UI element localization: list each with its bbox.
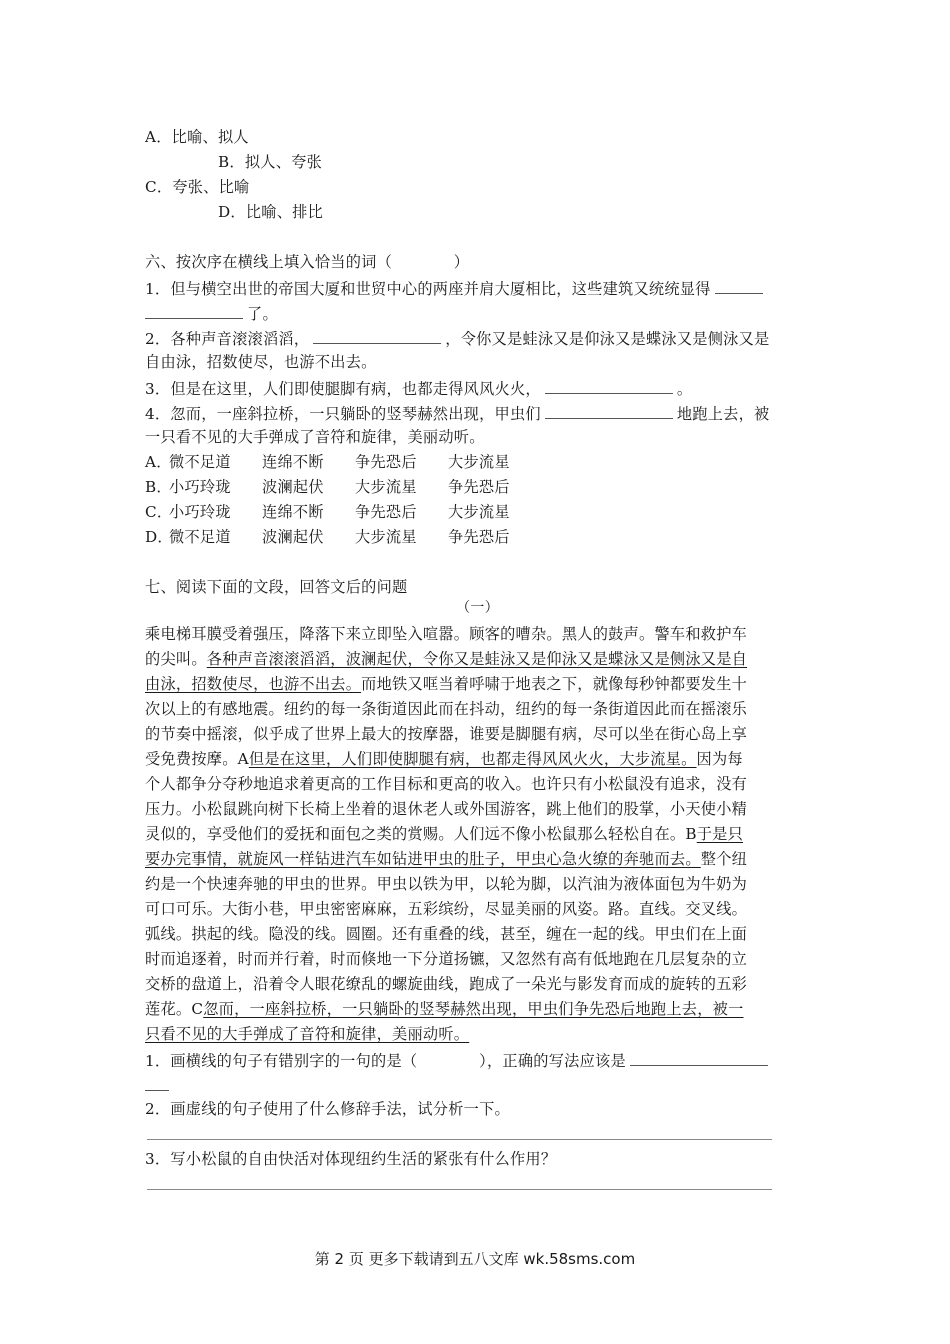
- answer-line: [147, 1139, 772, 1140]
- section6-q2: [145, 325, 810, 350]
- option-word: 小巧玲珑: [169, 478, 231, 496]
- section6-q4-text2: 地跑上去，被: [676, 405, 770, 423]
- q5-option-d: D．比喻、排比: [218, 203, 324, 221]
- section6-q1-end: 了。: [247, 305, 278, 323]
- fill-blank: [545, 375, 673, 394]
- section6-q1-cont: [145, 300, 810, 325]
- section6-q3-text: 3．但是在这里，人们即使腿脚有病，也都走得风风火火，: [145, 380, 541, 398]
- passage-line: 次以上的有感地震。纽约的每一条街道因此而在抖动，纽约的每一条街道因此而在摇滚乐: [145, 700, 748, 718]
- option-label: C．: [145, 503, 173, 521]
- passage-line: 的节奏中摇滚，似乎成了世界上最大的按摩器，谁要是脚腿有病，尽可以坐在街心岛上享: [145, 725, 748, 743]
- q5-option-a: A．比喻、拟人: [145, 128, 249, 146]
- passage-line: 约是一个快速奔驰的甲虫的世界。甲虫以铁为甲，以轮为脚，以汽油为液体面包为牛奶为: [145, 875, 748, 893]
- fill-blank: [545, 400, 673, 419]
- option-word: 争先恐后: [448, 478, 510, 496]
- option-word: 争先恐后: [355, 503, 417, 521]
- answer-blank: [145, 1072, 169, 1091]
- underlined-sentence: 由泳，招数使尽，也游不出去。: [145, 675, 362, 693]
- section6-q2-text2: ，令你又是蛙泳又是仰泳又是蝶泳又是侧泳又是: [445, 330, 770, 348]
- passage-line: [145, 747, 810, 772]
- section6-q2-cont: 自由泳，招数使尽，也游不出去。: [145, 353, 377, 371]
- section6-q4-cont: 一只看不见的大手弹成了音符和旋律，美丽动听。: [145, 428, 485, 446]
- section6-q1: [145, 275, 810, 300]
- page-footer: 第 2 页 更多下载请到五八文库 wk.58sms.com: [314, 1250, 636, 1268]
- passage-line: [145, 822, 810, 847]
- section7-subtitle: （一）: [456, 600, 499, 616]
- option-word: 连绵不断: [262, 503, 324, 521]
- section6-option-row: [145, 500, 810, 525]
- section7-q1-text: 1．画横线的句子有错别字的一句的是（ ），正确的写法应该是: [145, 1052, 626, 1070]
- fill-blank: [313, 325, 441, 344]
- option-word: 大步流星: [355, 478, 417, 496]
- underlined-sentence: 各种声音滚滚滔滔，波澜起伏，令你又是蛙泳又是仰泳又是蝶泳又是侧泳又是自: [206, 650, 748, 668]
- section7-q1-cont: [145, 1072, 810, 1097]
- passage-text: 的尖叫。: [145, 650, 207, 668]
- section6-q1-text: 1．但与横空出世的帝国大厦和世贸中心的两座并肩大厦相比，这些建筑又统统显得: [145, 280, 711, 298]
- section6-q2-text: 2．各种声音滚滚滔滔，: [145, 330, 310, 348]
- passage-line: 交桥的盘道上，沿着令人眼花缭乱的螺旋曲线，跑成了一朵光与影发育而成的旋转的五彩: [145, 975, 748, 993]
- section6-option-row: [145, 450, 810, 475]
- passage-line: [145, 672, 810, 697]
- passage-line: [145, 1022, 810, 1047]
- passage-line: 弧线。拱起的线。隐没的线。圆圈。还有重叠的线，甚至，缠在一起的线。甲虫们在上面: [145, 925, 748, 943]
- section6-q4: [145, 400, 810, 425]
- passage-text: 受免费按摩。A: [145, 750, 249, 768]
- passage-text: 整个纽: [700, 850, 748, 868]
- passage-text: 而地铁又哐当着呼啸于地表之下，就像每秒钟都要发生十: [361, 675, 748, 693]
- fill-blank: [145, 300, 243, 319]
- option-word: 争先恐后: [355, 453, 417, 471]
- section6-q3: [145, 375, 810, 400]
- passage-line: 时而追逐着，时而并行着，时而倏地一下分道扬镳，又忽然有高有低地跑在几层复杂的立: [145, 950, 748, 968]
- section7-q3: 3．写小松鼠的自由快活对体现纽约生活的紧张有什么作用？: [145, 1150, 557, 1168]
- section6-title: 六、按次序在横线上填入恰当的词（ ）: [145, 253, 470, 271]
- underlined-sentence: 于是只: [696, 825, 744, 843]
- underlined-sentence: 要办完事情，就旋风一样钻进汽车如钻进甲虫的肚子，甲虫心急火缭的奔驰而去。: [145, 850, 701, 868]
- passage-text: 灵似的，享受他们的爱抚和面包之类的赏赐。人们远不像小松鼠那么轻松自在。B: [145, 825, 697, 843]
- option-word: 争先恐后: [448, 528, 510, 546]
- section7-q1: [145, 1047, 810, 1072]
- section7-q2: 2．画虚线的句子使用了什么修辞手法，试分析一下。: [145, 1100, 510, 1118]
- option-label: D．: [145, 528, 173, 546]
- section6-q3-end: 。: [676, 380, 693, 398]
- answer-blank: [630, 1047, 768, 1066]
- passage-line: [145, 847, 810, 872]
- underlined-sentence: 忽而，一座斜拉桥，一只躺卧的竖琴赫然出现，甲虫们争先恐后地跑上去，被一: [203, 1000, 744, 1018]
- section6-q4-text: 4．忽而，一座斜拉桥，一只躺卧的竖琴赫然出现，甲虫们: [145, 405, 541, 423]
- option-word: 大步流星: [448, 453, 510, 471]
- passage-line: [145, 997, 810, 1022]
- passage-line: 个人都争分夺秒地追求着更高的工作目标和更高的收入。也许只有小松鼠没有追求，没有: [145, 775, 748, 793]
- option-word: 连绵不断: [262, 453, 324, 471]
- option-word: 微不足道: [169, 528, 231, 546]
- passage-line: [145, 647, 810, 672]
- option-word: 微不足道: [169, 453, 231, 471]
- section6-option-row: [145, 525, 810, 550]
- option-label: A．: [145, 453, 172, 471]
- passage-text: 因为每: [696, 750, 743, 768]
- option-word: 波澜起伏: [262, 478, 324, 496]
- section6-option-row: [145, 475, 810, 500]
- section7-title: 七、阅读下面的文段，回答文后的问题: [145, 578, 408, 596]
- option-word: 波澜起伏: [262, 528, 324, 546]
- option-word: 大步流星: [355, 528, 417, 546]
- passage-line: 压力。小松鼠跳向树下长椅上坐着的退休老人或外国游客，跳上他们的股掌，小天使小精: [145, 800, 748, 818]
- q5-option-c: C．夸张、比喻: [145, 178, 250, 196]
- answer-line: [147, 1189, 772, 1190]
- option-label: B．: [145, 478, 172, 496]
- fill-blank: [715, 275, 763, 294]
- underlined-sentence: 但是在这里，人们即使脚腿有病，也都走得风风火火，大步流星。: [248, 750, 697, 768]
- q5-option-b: B．拟人、夸张: [218, 153, 323, 171]
- passage-line: 乘电梯耳膜受着强压，降落下来立即坠入喧嚣。顾客的嘈杂。黑人的鼓声。警车和救护车: [145, 625, 748, 643]
- underlined-sentence: 只看不见的大手弹成了音符和旋律，美丽动听。: [145, 1025, 470, 1043]
- option-word: 大步流星: [448, 503, 510, 521]
- passage-text: 莲花。C: [145, 1000, 204, 1018]
- passage-line: 可口可乐。大街小巷，甲虫密密麻麻，五彩缤纷，尽显美丽的风姿。路。直线。交叉线。: [145, 900, 748, 918]
- option-word: 小巧玲珑: [169, 503, 231, 521]
